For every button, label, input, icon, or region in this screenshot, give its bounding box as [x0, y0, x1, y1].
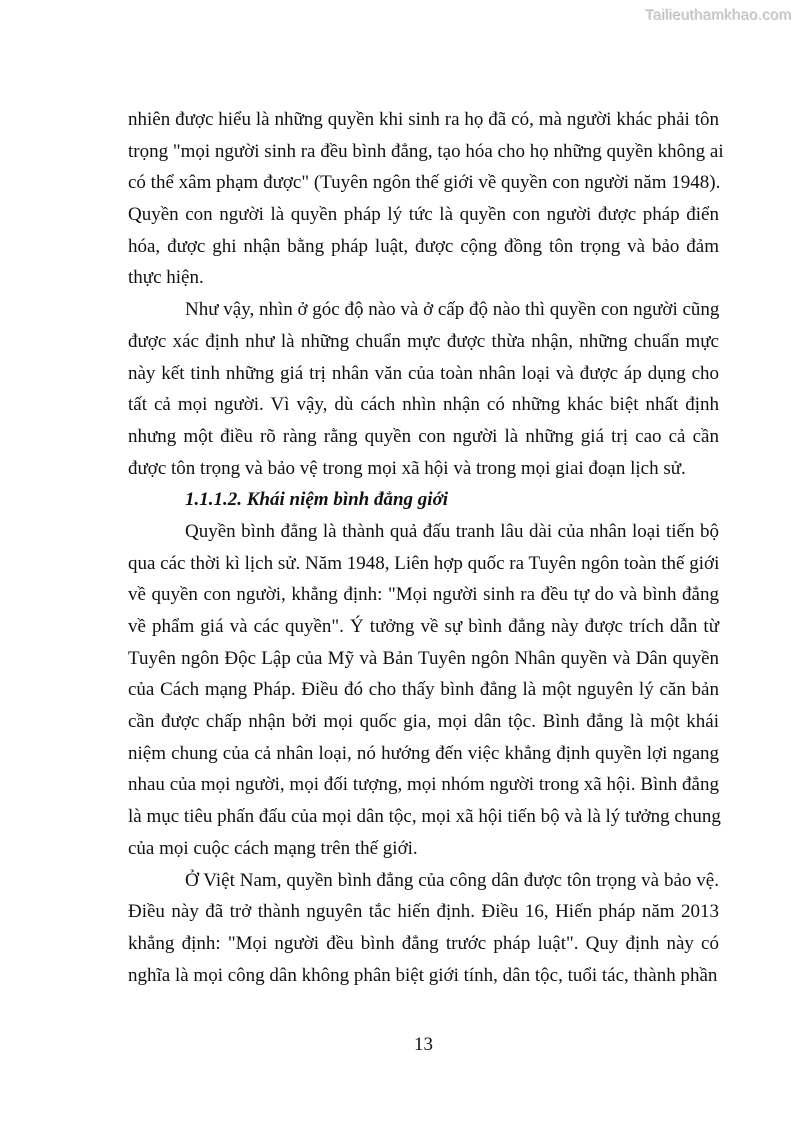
- text-line: này kết tinh những giá trị nhân văn của toàn nhân loại và được áp dụng cho: [128, 362, 719, 384]
- page-body: [128, 104, 724, 991]
- text-line: là mục tiêu phấn đấu của mọi dân tộc, mọi xã hội tiến bộ và là lý tưởng chung: [128, 806, 721, 828]
- text-line: được xác định như là những chuẩn mực được thừa nhận, những chuẩn mực: [128, 330, 719, 352]
- text-line: của mọi cuộc cách mạng trên thế giới.: [128, 837, 418, 859]
- section-heading: [128, 484, 719, 516]
- watermark: Tailieuthamkhao.com: [645, 7, 792, 24]
- text-line: qua các thời kì lịch sử. Năm 1948, Liên hợp quốc ra Tuyên ngôn toàn thế giới: [128, 552, 720, 574]
- text-line: nhưng một điều rõ ràng rằng quyền con người là những giá trị cao cả cần: [128, 425, 719, 447]
- heading-line: 1.1.1.2. Khái niệm bình đẳng giới: [185, 489, 449, 511]
- paragraph: [128, 516, 719, 865]
- text-line: Quyền con người là quyền pháp lý tức là quyền con người được pháp điển: [128, 204, 719, 226]
- text-line: niệm chung của cả nhân loại, nó hướng đến việc khẳng định quyền lợi ngang: [128, 742, 719, 764]
- text-line: có thể xâm phạm được" (Tuyên ngôn thế giới về quyền con người năm 1948).: [128, 172, 721, 194]
- text-line: Quyền bình đẳng là thành quả đấu tranh lâu dài của nhân loại tiến bộ: [185, 520, 719, 542]
- text-line: nghĩa là mọi công dân không phân biệt giới tính, dân tộc, tuổi tác, thành phần: [128, 964, 718, 986]
- text-line: trọng "mọi người sinh ra đều bình đẳng, tạo hóa cho họ những quyền không ai: [128, 140, 724, 162]
- paragraph: [128, 865, 719, 992]
- page-number: 13: [414, 1034, 433, 1055]
- text-line: về phẩm giá và các quyền". Ý tưởng về sự bình đẳng này được trích dẫn từ: [128, 616, 719, 637]
- text-line: được tôn trọng và bảo vệ trong mọi xã hội và trong mọi giai đoạn lịch sử.: [128, 457, 686, 479]
- text-line: nhau của mọi người, mọi đối tượng, mọi nhóm người trong xã hội. Bình đẳng: [128, 774, 719, 796]
- text-line: khẳng định: "Mọi người đều bình đẳng trước pháp luật". Quy định này có: [128, 932, 719, 954]
- text-line: Ở Việt Nam, quyền bình đẳng của công dân được tôn trọng và bảo vệ.: [185, 869, 719, 891]
- paragraph: [128, 294, 719, 484]
- text-line: của Cách mạng Pháp. Điều đó cho thấy bình đẳng là một nguyên lý căn bản: [128, 679, 719, 701]
- text-line: cần được chấp nhận bởi mọi quốc gia, mọi dân tộc. Bình đẳng là một khái: [128, 711, 719, 733]
- text-line: Như vậy, nhìn ở góc độ nào và ở cấp độ nào thì quyền con người cũng: [185, 299, 720, 321]
- paragraph: [128, 104, 724, 294]
- text-line: Điều này đã trở thành nguyên tắc hiến định. Điều 16, Hiến pháp năm 2013: [128, 901, 719, 923]
- text-line: nhiên được hiểu là những quyền khi sinh ra họ đã có, mà người khác phải tôn: [128, 109, 719, 130]
- text-line: hóa, được ghi nhận bằng pháp luật, được cộng đồng tôn trọng và bảo đảm: [128, 235, 719, 257]
- text-line: tất cả mọi người. Vì vậy, dù cách nhìn nhận có những khác biệt nhất định: [128, 394, 719, 416]
- text-line: Tuyên ngôn Độc Lập của Mỹ và Bản Tuyên ngôn Nhân quyền và Dân quyền: [128, 647, 719, 669]
- text-line: thực hiện.: [128, 267, 204, 289]
- text-line: về quyền con người, khẳng định: "Mọi người sinh ra đều tự do và bình đẳng: [128, 584, 719, 606]
